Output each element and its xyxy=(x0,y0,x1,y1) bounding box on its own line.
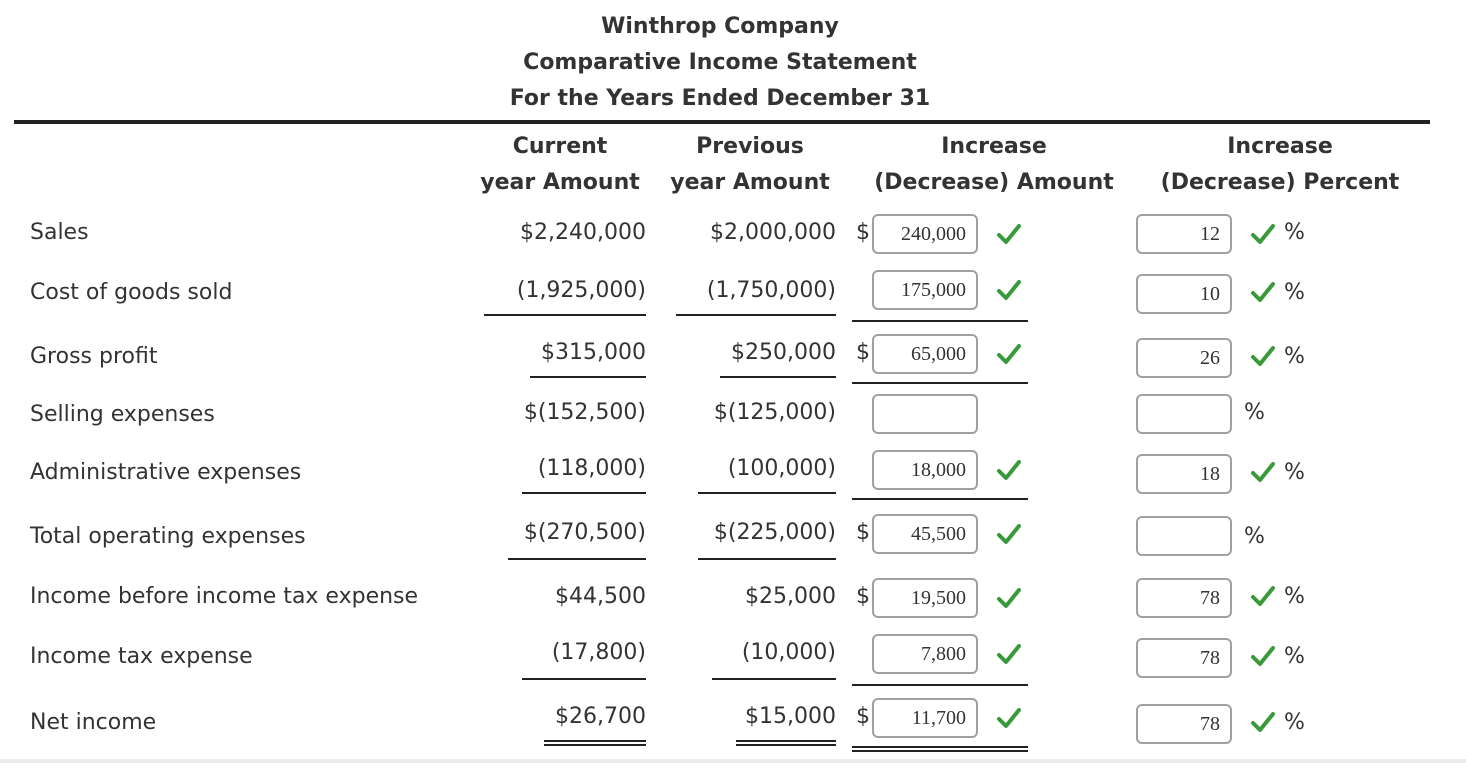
previous-amount-cogs: (1,750,000) xyxy=(706,278,836,303)
dollar-sign-sales: $ xyxy=(856,220,870,245)
increase-amount-input-sales[interactable]: 240,000 xyxy=(872,214,978,254)
increase-amount-input-admin-expenses[interactable]: 18,000 xyxy=(872,450,978,490)
check-icon xyxy=(996,586,1022,610)
check-icon xyxy=(1250,710,1276,734)
increase-percent-input-selling-expenses[interactable] xyxy=(1136,394,1232,434)
col-header-incr-amount-line2: (Decrease) Amount xyxy=(874,170,1114,195)
dollar-sign-total-operating-expenses: $ xyxy=(856,520,870,545)
current-amount-selling-expenses: $(152,500) xyxy=(523,400,646,425)
current-amount-sales: $2,240,000 xyxy=(520,220,646,245)
current-amount-total-operating-expenses: $(270,500) xyxy=(523,520,646,545)
underline-previous-admin-expenses xyxy=(698,492,836,494)
underline-increase-income-tax-expense xyxy=(852,684,1028,686)
previous-amount-net-income: $15,000 xyxy=(745,704,836,729)
current-amount-admin-expenses: (118,000) xyxy=(537,456,646,481)
increase-percent-input-total-operating-expenses[interactable] xyxy=(1136,516,1232,556)
check-icon xyxy=(1250,344,1276,368)
underline-current-income-tax-expense xyxy=(522,678,646,680)
underline-current-total-operating-expenses xyxy=(508,558,646,560)
underline-previous-total-operating-expenses xyxy=(698,558,836,560)
percent-sign-gross-profit: % xyxy=(1284,344,1305,369)
current-amount-net-income: $26,700 xyxy=(555,704,646,729)
percent-sign-income-before-tax: % xyxy=(1284,584,1305,609)
underline-increase-cogs xyxy=(852,320,1028,322)
increase-amount-input-gross-profit[interactable]: 65,000 xyxy=(872,334,978,374)
check-icon xyxy=(1250,460,1276,484)
increase-amount-input-income-before-tax[interactable]: 19,500 xyxy=(872,578,978,618)
percent-sign-net-income: % xyxy=(1284,710,1305,735)
dollar-sign-gross-profit: $ xyxy=(856,340,870,365)
check-icon xyxy=(996,642,1022,666)
col-header-incr-percent-line1: Increase xyxy=(1227,134,1333,159)
col-header-current-line2: year Amount xyxy=(480,170,640,195)
underline-previous-income-tax-expense xyxy=(712,678,836,680)
col-header-incr-percent-line2: (Decrease) Percent xyxy=(1160,170,1400,195)
percent-sign-sales: % xyxy=(1284,220,1305,245)
col-header-incr-amount-line1: Increase xyxy=(941,134,1047,159)
col-header-previous-line1: Previous xyxy=(696,134,804,159)
statement-title: Comparative Income Statement xyxy=(523,50,917,75)
double-underline-previous-net-income xyxy=(736,740,836,746)
previous-amount-gross-profit: $250,000 xyxy=(731,340,836,365)
increase-percent-input-sales[interactable]: 12 xyxy=(1136,214,1232,254)
current-amount-gross-profit: $315,000 xyxy=(541,340,646,365)
increase-percent-input-income-tax-expense[interactable]: 78 xyxy=(1136,638,1232,678)
increase-percent-input-net-income[interactable]: 78 xyxy=(1136,704,1232,744)
increase-amount-input-net-income[interactable]: 11,700 xyxy=(872,698,978,738)
percent-sign-admin-expenses: % xyxy=(1284,460,1305,485)
page-bottom-edge xyxy=(0,759,1466,763)
col-header-current-line1: Current xyxy=(512,134,608,159)
check-icon xyxy=(996,458,1022,482)
percent-sign-cogs: % xyxy=(1284,280,1305,305)
col-header-previous-line2: year Amount xyxy=(670,170,830,195)
check-icon xyxy=(1250,644,1276,668)
row-label-income-tax-expense: Income tax expense xyxy=(30,644,253,669)
check-icon xyxy=(1250,222,1276,246)
increase-percent-input-cogs[interactable]: 10 xyxy=(1136,274,1232,314)
check-icon xyxy=(996,522,1022,546)
check-icon xyxy=(996,222,1022,246)
double-underline-current-net-income xyxy=(544,740,646,746)
percent-sign-selling-expenses: % xyxy=(1244,400,1265,425)
check-icon xyxy=(1250,280,1276,304)
check-icon xyxy=(996,342,1022,366)
previous-amount-total-operating-expenses: $(225,000) xyxy=(713,520,836,545)
row-label-selling-expenses: Selling expenses xyxy=(30,402,215,427)
underline-current-admin-expenses xyxy=(522,492,646,494)
header-rule xyxy=(14,120,1430,124)
current-amount-income-tax-expense: (17,800) xyxy=(551,640,646,665)
current-amount-cogs: (1,925,000) xyxy=(516,278,646,303)
previous-amount-selling-expenses: $(125,000) xyxy=(713,400,836,425)
increase-amount-input-selling-expenses[interactable] xyxy=(872,394,978,434)
current-amount-income-before-tax: $44,500 xyxy=(555,584,646,609)
check-icon xyxy=(1250,584,1276,608)
increase-percent-input-gross-profit[interactable]: 26 xyxy=(1136,338,1232,378)
percent-sign-income-tax-expense: % xyxy=(1284,644,1305,669)
dollar-sign-net-income: $ xyxy=(856,704,870,729)
previous-amount-income-tax-expense: (10,000) xyxy=(741,640,836,665)
previous-amount-admin-expenses: (100,000) xyxy=(727,456,836,481)
row-label-gross-profit: Gross profit xyxy=(30,344,158,369)
underline-current-gross-profit xyxy=(530,376,646,378)
row-label-sales: Sales xyxy=(30,220,89,245)
company-name: Winthrop Company xyxy=(601,14,839,39)
increase-amount-input-total-operating-expenses[interactable]: 45,500 xyxy=(872,514,978,554)
row-label-cogs: Cost of goods sold xyxy=(30,280,233,305)
row-label-income-before-tax: Income before income tax expense xyxy=(30,584,419,609)
statement-period: For the Years Ended December 31 xyxy=(509,86,931,111)
dollar-sign-income-before-tax: $ xyxy=(856,584,870,609)
increase-amount-input-cogs[interactable]: 175,000 xyxy=(872,270,978,310)
percent-sign-total-operating-expenses: % xyxy=(1244,524,1265,549)
underline-increase-admin-expenses xyxy=(852,498,1028,500)
row-label-net-income: Net income xyxy=(30,710,157,735)
row-label-admin-expenses: Administrative expenses xyxy=(30,460,302,485)
previous-amount-income-before-tax: $25,000 xyxy=(745,584,836,609)
underline-increase-gross-profit xyxy=(852,382,1028,384)
increase-percent-input-income-before-tax[interactable]: 78 xyxy=(1136,578,1232,618)
double-underline-increase-net-income xyxy=(852,746,1028,752)
previous-amount-sales: $2,000,000 xyxy=(710,220,836,245)
check-icon xyxy=(996,278,1022,302)
underline-previous-cogs xyxy=(676,314,836,316)
row-label-total-operating-expenses: Total operating expenses xyxy=(30,524,306,549)
underline-current-cogs xyxy=(484,314,646,316)
increase-percent-input-admin-expenses[interactable]: 18 xyxy=(1136,454,1232,494)
underline-previous-gross-profit xyxy=(720,376,836,378)
increase-amount-input-income-tax-expense[interactable]: 7,800 xyxy=(872,634,978,674)
check-icon xyxy=(996,706,1022,730)
